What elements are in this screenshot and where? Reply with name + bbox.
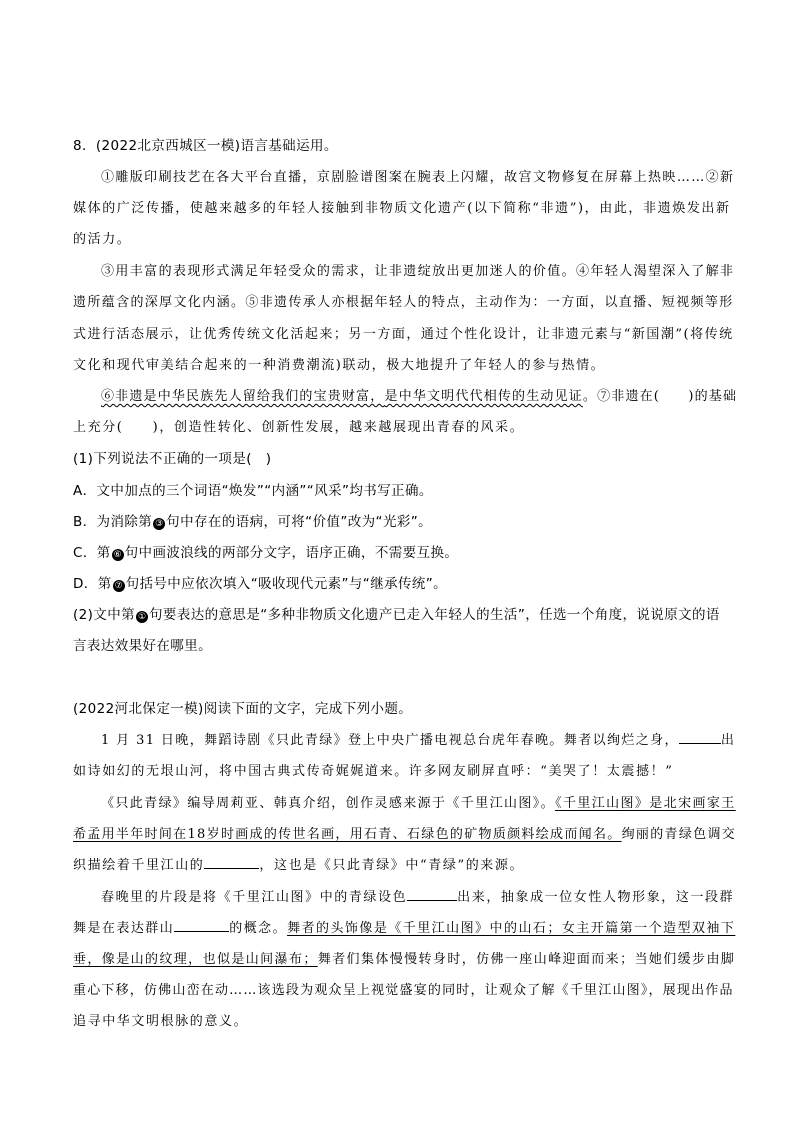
option-text: 句中存在的语病，可将“价值”改为“光彩”。 <box>166 514 433 530</box>
passage-line: 遗所蕴含的深厚文化内涵。⑤非遗传承人亦根据年轻人的特点，主动作为：一方面，以直播、短视频等形 <box>73 295 734 310</box>
fill-blank <box>679 731 721 744</box>
passage-line <box>73 854 524 873</box>
option-a: A．文中加点的三个词语“焕发”“内涵”“风采”均书写正确。 <box>73 483 433 499</box>
passage-line: 如诗如幻的无垠山河，将中国古典式传奇娓娓道来。许多网友刷屏直呼：“美哭了！太震撼！” <box>73 764 674 779</box>
passage-line: 追寻中华文明根脉的意义。 <box>73 1014 249 1029</box>
passage-line <box>101 729 735 748</box>
underlined-text: 希孟用半年时间在18岁时画成的传世名画，用石青、石绿色的矿物质颜料绘成而闻名。 <box>73 827 622 842</box>
passage-line <box>73 823 736 842</box>
passage-line <box>73 948 735 967</box>
option-text: 句中画波浪线的两部分文字，语序正确，不需要互换。 <box>124 545 459 561</box>
fill-blank <box>407 888 457 901</box>
sub-question-1: (1)下列说法不正确的一项是( ) <box>73 451 272 467</box>
passage-text: 1 月 31 日晚，舞蹈诗剧《只此青绿》登上中央广播电视总台虎年春晚。舞者以绚烂之身， <box>101 733 679 748</box>
passage-text: 织描绘着千里江山的 <box>73 858 205 873</box>
passage-line <box>101 886 734 905</box>
option-text: B．为消除第 <box>73 514 153 530</box>
passage-text: 春晚里的片段是将《千里江山图》中的青绿设色 <box>101 890 408 905</box>
passage-line: 式进行活态展示，让优秀传统文化活起来；另一方面，通过个性化设计，让非遗元素与“新国潮”(将传统 <box>73 327 734 342</box>
option-b <box>73 510 432 530</box>
underlined-text: 舞者的头饰像是《千里江山图》中的山石；女主开篇第一个造型双袖下 <box>287 921 736 936</box>
question-8-heading: 8．(2022北京西城区一模)语言基础运用。 <box>73 138 338 154</box>
passage-text: 出 <box>720 733 736 748</box>
passage-text: 《只此青绿》编导周莉亚、韩真介绍，创作灵感来源于《千里江山图》。 <box>101 796 556 811</box>
fill-blank <box>204 856 259 869</box>
underlined-text: 垂，像是山的纹理，也似是山间瀑布； <box>73 952 318 967</box>
question-9-heading: (2022河北保定一模)阅读下面的文字，完成下列小题。 <box>73 701 413 717</box>
passage-text: 绚丽的青绿色调交 <box>621 827 737 842</box>
circled-number: ③ <box>155 519 164 529</box>
option-text: D．第 <box>73 576 112 592</box>
sub-question-2-cont: 言表达效果好在哪里。 <box>73 638 212 654</box>
passage-line: 上充分( )，创造性转化、创新性发展，越来越展现出青春的风采。 <box>73 420 525 435</box>
passage-line: 文化和现代审美结合起来的一种消费潮流)联动，极大地提升了年轻人的参与热情。 <box>73 358 606 373</box>
option-text: 句括号中应依次填入“吸收现代元素”与“继承传统”。 <box>125 576 448 592</box>
circled-number: ⑥ <box>113 550 122 560</box>
passage-line: 重心下移，仿佛山峦在动……该选段为观众呈上视觉盛宴的同时，让观众了解《千里江山图》，展现出作品 <box>73 983 734 998</box>
passage-text: 。⑦非遗在( )的基础 <box>582 389 738 404</box>
passage-text: 舞是在表达群山 <box>73 921 175 936</box>
passage-text: 的概念。 <box>229 921 288 936</box>
passage-line: ③用丰富的表现形式满足年轻受众的需求，让非遗绽放出更加迷人的价值。④年轻人渴望深入了解非 <box>101 264 735 279</box>
wavy-underlined-text: 是中华文明代代相传的生动见证 <box>384 389 583 404</box>
passage-line <box>73 917 735 936</box>
underlined-text: 《千里江山图》是北宋画家王 <box>555 796 736 811</box>
circled-number: ⑦ <box>114 581 123 591</box>
wavy-underlined-text: ⑥非遗是中华民族先人留给我们的宝贵财富， <box>101 389 385 404</box>
circled-number: ① <box>137 612 147 622</box>
passage-text: ，这也是《只此青绿》中“青绿”的来源。 <box>259 858 525 873</box>
option-c <box>73 541 458 561</box>
fill-blank <box>174 919 229 932</box>
passage-line <box>101 385 737 404</box>
passage-line <box>101 792 736 811</box>
question-text: (2)文中第 <box>73 607 136 623</box>
passage-text: 出来，抽象成一位女性人物形象，这一段群 <box>457 890 735 905</box>
option-text: C．第 <box>73 545 111 561</box>
passage-line: ①雕版印刷技艺在各大平台直播，京剧脸谱图案在腕表上闪耀，故宫文物修复在屏幕上热映……②新 <box>101 170 735 185</box>
option-d <box>73 572 447 592</box>
question-text: 句要表达的意思是“多种非物质文化遗产已走入年轻人的生活”，任选一个角度，说说原文的语 <box>149 607 720 623</box>
passage-line: 媒体的广泛传播，使越来越多的年轻人接触到非物质文化遗产(以下简称“非遗”)，由此，非遗焕发出新 <box>73 201 731 216</box>
sub-question-2 <box>73 603 720 623</box>
passage-text: 舞者们集体慢慢转身时，仿佛一座山峰迎面而来；当她们缓步由脚 <box>317 952 736 967</box>
passage-line: 的活力。 <box>73 232 132 247</box>
